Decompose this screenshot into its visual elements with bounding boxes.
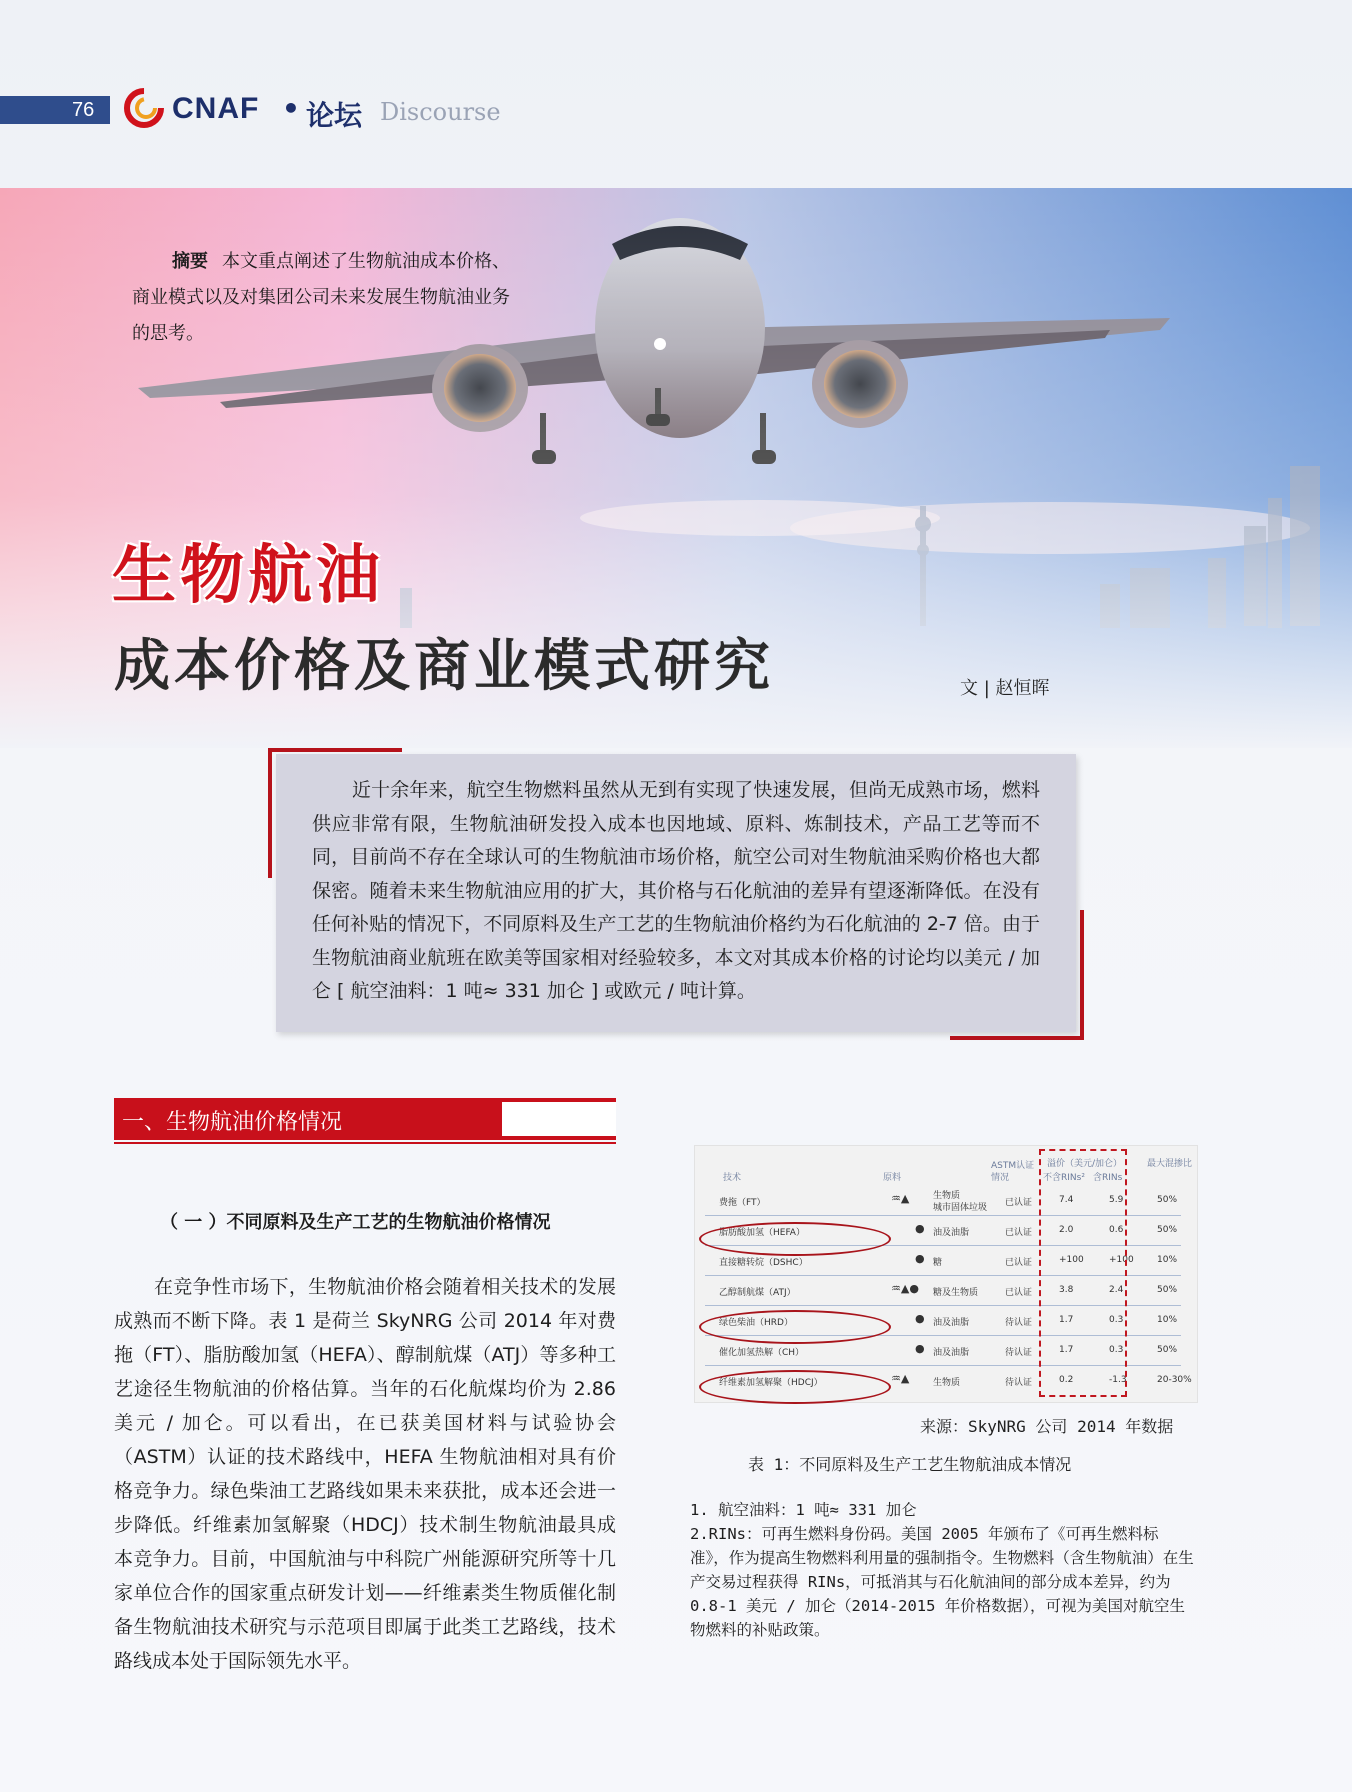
footnote-1: 1. 航空油料：1 吨≈ 331 加仑 <box>690 1501 917 1519</box>
feedstock-icon: ♒▲ <box>891 1192 910 1205</box>
section-name-cn: 论坛 <box>306 99 363 132</box>
table-source: 来源：SkyNRG 公司 2014 年数据 <box>920 1417 1174 1436</box>
feedstock-icon: ♒▲ <box>891 1372 910 1385</box>
intro-frame-corner <box>268 748 272 878</box>
cnaf-logo-icon <box>124 88 164 128</box>
section-heading-text: 一、生物航油价格情况 <box>122 1110 343 1135</box>
title-line-1: 生物航油 <box>112 539 384 613</box>
premium-highlight-box <box>1039 1149 1127 1397</box>
table-row: 纤维素加氢解聚（HDCJ） ♒▲ 生物质 待认证 0.2 -1.3 20-30% <box>719 1372 1192 1388</box>
page-title: 成本价格及商业模式研究 <box>114 634 774 699</box>
table-row: 催化加氢热解（CH） ● 油及油脂 待认证 1.7 0.3 50% <box>705 1336 1181 1366</box>
intro-frame-corner <box>268 748 402 752</box>
brand-name: CNAF <box>172 92 260 125</box>
highlight-oval <box>699 1222 891 1256</box>
table-row: 费拖（FT） ♒▲ 生物质 城市固体垃圾 已认证 7.4 5.9 50% <box>705 1186 1181 1216</box>
table-header-no-rins: 不含RINs² <box>1043 1173 1085 1183</box>
table-header-max-blend: 最大混掺比 <box>1147 1159 1193 1169</box>
table-header-astm-2: 情况 <box>991 1173 1010 1183</box>
section-heading <box>114 1098 616 1140</box>
byline: 文 | 赵恒晖 <box>960 678 1050 699</box>
summary-label: 摘要 <box>172 251 208 272</box>
subheading: （ 一 ）不同原料及生产工艺的生物航油价格情况 <box>160 1212 551 1233</box>
table-row: 直接糖转烷（DSHC） ● 糖 已认证 +100 +100 10% <box>705 1246 1181 1276</box>
table-header-premium: 溢价（美元/加仑） <box>1047 1159 1123 1169</box>
table-header-with-rins: 含RINs <box>1093 1173 1123 1183</box>
brand-separator: • <box>282 92 300 125</box>
feedstock-icon: ● <box>915 1312 925 1325</box>
feedstock-icon: ♒▲● <box>891 1282 919 1295</box>
footnote-2: 2.RINs：可再生燃料身份码。美国 2005 年颁布了《可再生燃料标准》，作为提高生物燃料利用量的强制指令。生物燃料（含生物航油）在生产交易过程获得 RINs，可抵消其与石化航油间的部分成本差异，约为 0.8-1 美元 / 加仑（2014-2015 年价格数据），可视为美国对航空生物燃料的补贴政策。 <box>690 1525 1194 1639</box>
table-row: 脂肪酸加氢（HEFA） ● 油及油脂 已认证 2.0 0.6 50% <box>705 1216 1181 1246</box>
highlight-oval <box>699 1370 891 1404</box>
intro-frame-corner <box>950 1036 1084 1040</box>
table-row: 乙醇制航煤（ATJ） ♒▲● 糖及生物质 已认证 3.8 2.4 50% <box>705 1276 1181 1306</box>
page-number: 76 <box>72 99 95 121</box>
summary <box>132 244 512 352</box>
footnotes <box>690 1498 1196 1642</box>
feedstock-icon: ● <box>915 1252 925 1265</box>
intro-text: 近十余年来，航空生物燃料虽然从无到有实现了快速发展，但尚无成熟市场，燃料供应非常有限，生物航油研发投入成本也因地域、原料、炼制技术，产品工艺等而不同，目前尚不存在全球认可的生物航油市场价格，航空公司对生物航油采购价格也大都保密。随着未来生物航油应用的扩大，其价格与石化航油的差异有望逐渐降低。在没有任何补贴的情况下，不同原料及生产工艺的生物航油价格约为石化航油的 2-7 倍。由于生物航油商业航班在欧美等国家相对经验较多，本文对其成本价格的讨论均以美元 / 加仑 [ 航空油料：1 吨≈ 331 加仑 ] 或欧元 / 吨计算。 <box>312 779 1040 1002</box>
intro-box <box>276 754 1076 1032</box>
table-header-feedstock: 原料 <box>883 1173 902 1183</box>
table-header-astm: ASTM认证 <box>991 1161 1035 1171</box>
body-paragraph: 在竞争性市场下，生物航油价格会随着相关技术的发展成熟而不断下降。表 1 是荷兰 SkyNRG 公司 2014 年对费拖（FT）、脂肪酸加氢（HEFA）、醇制航煤（ATJ）等多种工艺途径生物航油的价格估算。当年的石化航煤均价为 2.86 美元 / 加仑。可以看出，在已获美国材料与试验协会（ASTM）认证的技术路线中，HEFA 生物航油相对具有价格竞争力。绿色柴油工艺路线如果未来获批，成本还会进一步降低。纤维素加氢解聚（HDCJ）技术制生物航油最具成本竞争力。目前，中国航油与中科院广州能源研究所等十几家单位合作的国家重点研发计划——纤维素类生物质催化制备生物航油技术研究与示范项目即属于此类工艺路线，技术路线成本处于国际领先水平。 <box>114 1276 616 1672</box>
cost-table <box>694 1145 1198 1403</box>
summary-text: 本文重点阐述了生物航油成本价格、商业模式以及对集团公司未来发展生物航油业务的思考。 <box>132 251 510 344</box>
section-name-en: Discourse <box>380 98 501 126</box>
highlight-oval <box>699 1310 891 1344</box>
intro-frame-corner <box>1080 910 1084 1040</box>
feedstock-icon: ● <box>915 1342 925 1355</box>
table-header-tech: 技术 <box>723 1173 742 1183</box>
feedstock-icon: ● <box>915 1222 925 1235</box>
table-row: 绿色柴油（HRD） ● 油及油脂 待认证 1.7 0.3 10% <box>705 1306 1181 1336</box>
table-caption: 表 1：不同原料及生产工艺生物航油成本情况 <box>748 1455 1072 1474</box>
section-heading-rule <box>114 1142 616 1144</box>
